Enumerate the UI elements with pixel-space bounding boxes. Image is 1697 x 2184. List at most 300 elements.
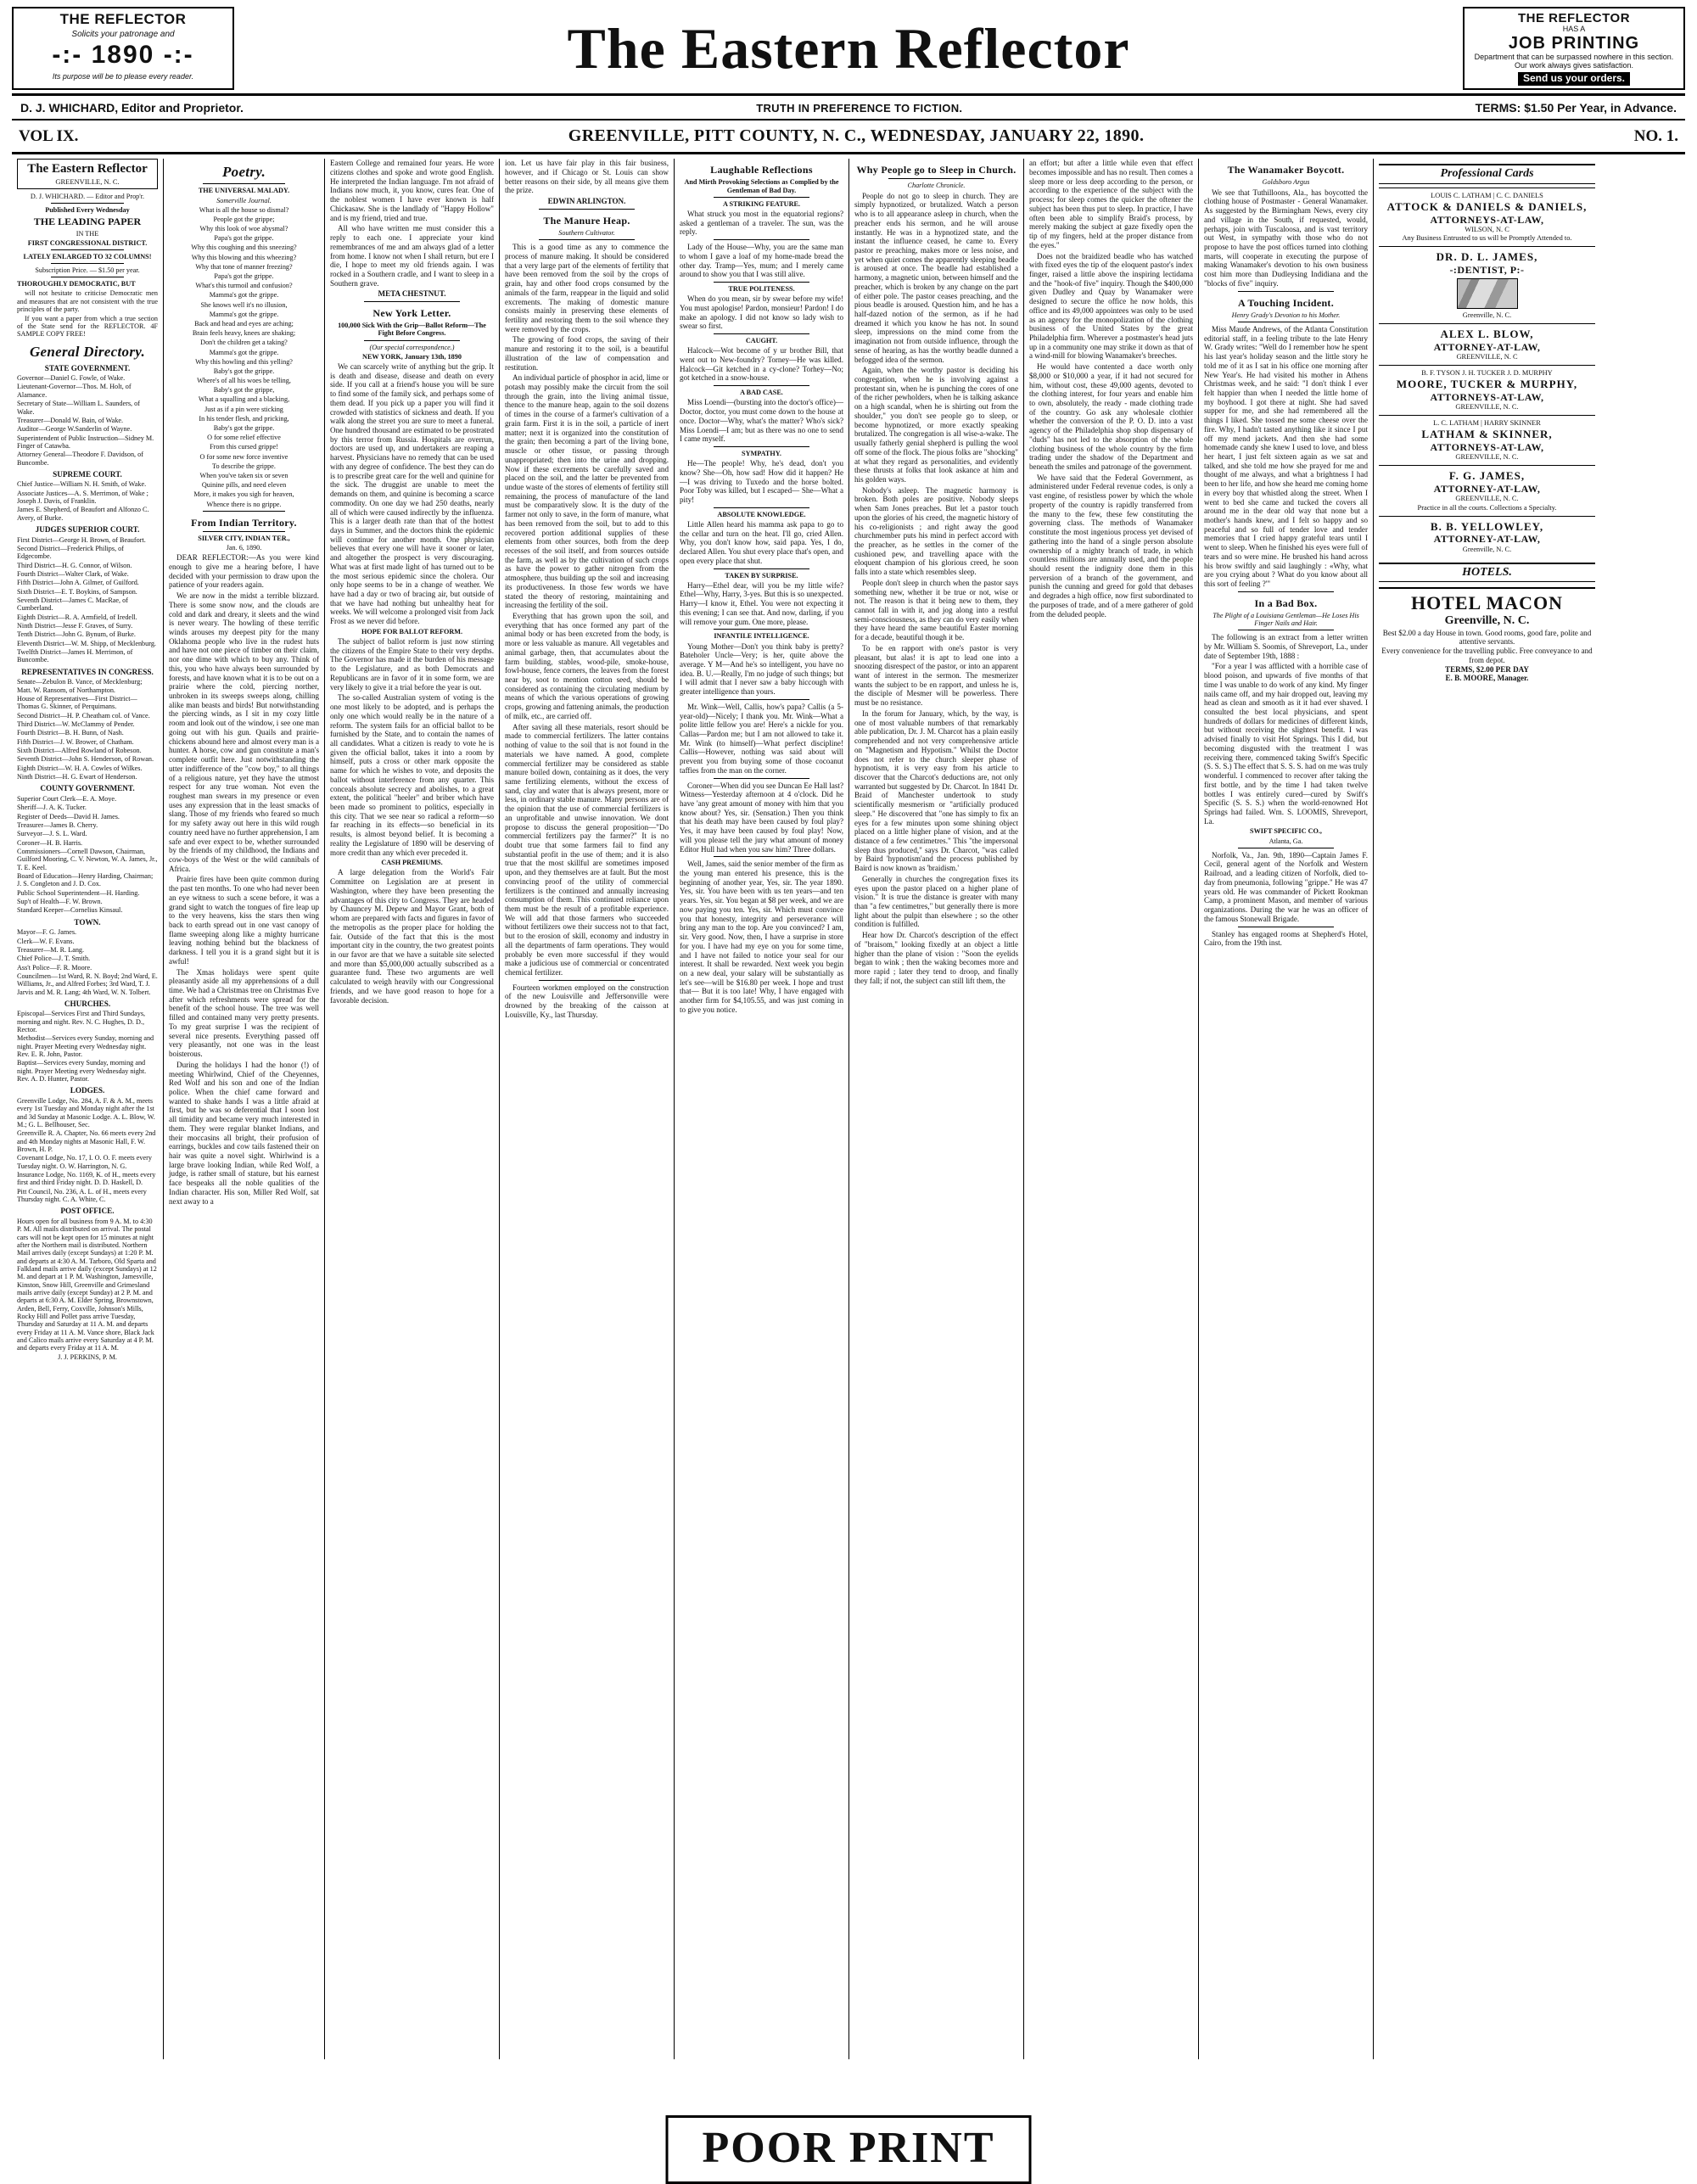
masthead-right-jobprinting: JOB PRINTING	[1508, 34, 1640, 53]
ad-partners: LOUIS C. LATHAM | C. C. DANIELS	[1431, 191, 1543, 199]
directory-entry: Surveyor—J. S. L. Ward.	[17, 830, 87, 838]
joke-heading: TAKEN BY SURPRISE.	[725, 571, 798, 580]
poor-print-label: POOR PRINT	[702, 2124, 995, 2172]
sleep-text: Generally in churches the congregation fixes its eyes upon the pastor placed on a higher plane of vision." It is true the distance is greater with many than "a few centimetres," but generally there is more light about the pulpit than elsewhere ; so the other condition is fulfilled.	[854, 874, 1018, 929]
directory-entry: Sixth District—E. T. Boykins, of Sampson.	[17, 587, 137, 596]
ad-name: MOORE, TUCKER & MURPHY,	[1396, 378, 1578, 391]
directory-entry: Lieutenant-Governor—Thos. M. Holt, of Alamance.	[17, 383, 132, 399]
bad-box-text-2: "For a year I was afflicted with a horrible case of blood poison, and upwards of five months of that time I was unable to do work of any kind. My finger nails came off, and my hair dropped out, leaving my head as clean and smooth as it it had ever shaved. I consulted the best local physicians, and spent hundreds of dollars for medicines of different kinds, but without receiving the slightest benefit. I was advised finally to visit Hot Springs. This I did, but becoming disgusted with the treatment I was receiving there, commenced taking Swift's Specific (S. S. S.) The effect that S. S. S. had on me was truly wonderful. I commenced to recover after taking the first bottle, and by the time I had taken twelve bottles I was entirely cured—cured by Swift's Specific (S. S. S.) when the world-renowned Hot Springs had failed. Wm. S. LOOMIS, Shreveport, La.	[1204, 662, 1368, 826]
directory-entry: Auditor—George W.Sanderlin of Wayne.	[17, 425, 132, 434]
directory-entry: Sheriff—J. A. K. Tucker.	[17, 804, 87, 812]
poem-line: What a squalling and a blacking,	[198, 395, 290, 404]
divider	[51, 203, 124, 204]
new-york-body: We can scarcely write of anything but the grip. It is death and disease, disease and death on every side. If you call at a friend's house you will be sure to find some of the family sick, and perhaps some of them dead. If you pick up a paper you will find it crowded with statistics of sickness and death. If you walk along the street you are sure to meet a funeral. One hundred thousand are estimated to be prostrated by this terror from Russia. Hospitals are overrun, doctors are used up, and undertakers are reaping a harvest. Physicians have no remedy that can be used with any degree of confidence. The best they can do is to prescribe great care for the well and quinine for the sick. The druggist are unable to meet the demands on them, and quinine is becoming a scarce commodity. On one day we had 250 deaths, nearly all of which were caused indirectly by the influenza. This is a larger death rate than that of the hottest days in Summer, and the doctors think the epidemic will continue for another month. One physician believes that every one will have it sooner or later, and altogether the prospect is very discouraging. What was at first made light of has turned out to be the most serious epidemic since the cholera. Our only hope seems to be in a change of weather. We have had a day or two of bracing air, but outside of that we have had nothing but unhealthy heat for weeks. We will welcome a prolonged visit from Jack Frost as we never did before.	[330, 362, 494, 626]
column-5	[674, 159, 848, 2059]
masthead-left-sub: Solicits your patronage and	[71, 29, 175, 39]
directory-entry: Board of Education—Henry Harding, Chairman; J. S. Congleton and J. D. Cox.	[17, 871, 154, 888]
column-8	[1198, 159, 1373, 2059]
manure-text-3: An individual particle of phosphor in acid, lime or potash may possibly make the circuit from the soil through the grain, into the living animal tissue, thence to the manure heap, again to the soil dozens of times in the course of a farmer's cultivation of a grain farm. First it is in the soil, a particle of inert matter; next it is organized into the constitution of the grain; then becoming a part of the living bone, muscle or other tissue, or passing through unappropriated; then into the urine and dropping. Now if these excrements be carefully saved and placed on the soil, and the latter be prevented from undue waste of the stores of elements of fertility still remaining, the process of manufacture of the land must be comparatively slow. It is the duty of the farmer not only to save, in the form of manure, what has been removed from the soil, but to add to this recovered portion additional supplies of these elements from other sources, both from the deep recesses of the soil itself, and from sources outside the farm, as well as by the cultivation of such crops as have the power to gather nitrogen from the atmosphere, thus building up the soil and increasing its productiveness. In those few words we have stated the theory of restoring, maintaining and increasing the fertility of the soil.	[505, 373, 669, 610]
poem-line: Quinine pills, and need eleven	[201, 481, 287, 490]
post-office-heading: POST OFFICE.	[60, 1207, 115, 1216]
directory-entry: Fifth District—John A. Gilmer, of Guilford.	[17, 579, 139, 587]
directory-entry: Mayor—F. G. James.	[17, 928, 77, 937]
directory-entry: Clerk—W. F. Evans.	[17, 937, 75, 945]
democratic-text-2: If you want a paper from which a true section of the State send for the REFLECTOR. 4F SAMPLE COPY FREE!	[17, 315, 158, 339]
divider	[714, 446, 809, 447]
sleep-continued-4: We have said that the Federal Government, as administered under Federal revenue codes, is only a vast engine, of resistless power by which the whole property of the country is rapidly transferred from the many to the few, these few constituting the governing class. The methods of Wanamaker constitute the most ingenious process yet devised of gathering into the hand of a single person absolute ownership of a mighty branch of trade, in which countless millions are annually used, and the people should resent the indignity done them in this perversion of a branch of the government, and punish the cunning and greed for gold that debases and degrades a high office, now first subordinated to the purposes of trade, and of a mere gatherer of gold from the deluded people.	[1029, 473, 1193, 619]
poem-line: Why that tone of manner freezing?	[195, 262, 293, 271]
masthead-right-box	[1463, 7, 1685, 90]
joke-item	[680, 450, 843, 505]
subscription-price: Subscription Price. — $1.50 per year.	[35, 266, 140, 275]
masthead-right-order: Send us your orders.	[1518, 72, 1630, 86]
divider	[714, 239, 809, 240]
directory-entry: Secretary of State—William L. Saunders, of Wake.	[17, 400, 140, 416]
ad-place: Greenville, N. C.	[1462, 545, 1512, 553]
norfolk-news-item: Norfolk, Va., Jan. 9th, 1890—Captain James F. Cecil, general agent of the Norfolk and Western Railroad, and a leading citizen of Norfolk, died to-day from pneumonia, following "grippe." He was 47 years old. He was commander of Pickett Rookman Camp, a prominent Mason, and member of various organizations. During the war he was an officer of the famous Stonewall Brigade.	[1204, 850, 1368, 923]
directory-entry: Governor—Daniel G. Fowle, of Wake.	[17, 374, 126, 383]
ad-profession: -:DENTIST, P:-	[1449, 263, 1525, 276]
ballot-reform-heading: HOPE FOR BALLOT REFORM.	[361, 627, 463, 636]
ad-extra: Any Business Entrusted to us will be Promptly Attended to.	[1402, 233, 1572, 242]
poem-line: Papa's got the grippe.	[214, 234, 274, 243]
columns-container	[12, 159, 1685, 2059]
wanamaker-credit: Goldsboro Argus	[1262, 178, 1310, 187]
directory-entry: Fourth District—B. H. Bunn, of Nash.	[17, 729, 124, 737]
sleep-text: Nobody's asleep. The magnetic harmony is broken. Both poles are positive. Nobody sleeps when Sam Jones preaches. But let a pastor touch upon the glories of his creed, the magnetic history of his co-religionists ; and right away the good churchmember puts his mind in perfect accord with the preacher, as he settles in the corner of the cushioned pew, and travelling apace with the eloquent champion of his glorious creed, he soon falls into a state which resembles sleep.	[854, 485, 1018, 577]
divider	[539, 980, 635, 981]
indian-territory-heading: From Indian Territory.	[191, 516, 297, 529]
ad-name: DR. D. L. JAMES,	[1436, 250, 1538, 264]
ad-place: Greenville, N. C.	[1462, 311, 1512, 320]
directory-entry: Twelfth District—James H. Merrimon, of Buncombe.	[17, 648, 133, 664]
joke-heading: INFANTILE INTELLIGENCE.	[714, 632, 809, 641]
ad-profession: ATTORNEY-AT-LAW,	[1433, 340, 1541, 353]
joke-item	[680, 285, 843, 331]
joke-heading: CAUGHT.	[745, 337, 778, 345]
directory-entry: House of Representatives—First District—Thomas G. Skinner, of Perquimans.	[17, 694, 137, 711]
directory-entry: Chief Police—J. T. Smith.	[17, 955, 91, 963]
divider	[714, 507, 809, 508]
letter-body-4: During the holidays I had the honor (!) of meeting Whirlwind, Chief of the Cheyennes, Red Wolf and his son and one of the Indian police. When the chief came forward and wanted to shake hands I was a little afraid at first, but he was so deferential that I soon lost all timidity and became very much interested in them. They were regular blanket Indians, and their moccasins all bright, their profusion of earrings, buckles and cow tails fastened their on hair was quite a novel sight. Whirlwind is a large brave looking Indian, while Red Wolf, a judge, is rather small of stature, but his earnest face bespeaks all the noble qualities of the Indian character. His son, Miller Red Wolf, sat next away to a	[169, 1060, 319, 1206]
column-2	[163, 159, 324, 2059]
directory-entry: Second District—Frederick Philips, of Edgecombe.	[17, 544, 124, 561]
directory-entry: Third District—W. McClammy of Pender.	[17, 720, 135, 728]
judges-heading: JUDGES SUPERIOR COURT.	[35, 525, 140, 535]
directory-entry: Chief Justice—William N. H. Smith, of Wake.	[17, 480, 147, 489]
ad-place: GREENVILLE, N. C	[1456, 353, 1518, 361]
directory-entry: Senate—Zebulon B. Vance, of Mecklenburg; Matt. W. Ransom, of Northampton.	[17, 678, 143, 694]
paper-name: The Eastern Reflector	[27, 162, 148, 176]
divider	[714, 856, 809, 857]
directory-entry: Sixth District—Alfred Rowland of Robeson.	[17, 747, 142, 754]
wanamaker-boycott-heading: The Wanamaker Boycott.	[1227, 164, 1345, 176]
issue-number: NO. 1.	[1633, 126, 1678, 145]
letter-body-2: Prairie fires have been quite common during the past ten months. To one who had never been an eye witness to such a scene before, it was a grand sight to watch the tongues of fire leap up to the very heavens, kiss the stars then wing back to earth spread out in one vast canopy of flame sweeping along like a mighty hurricane leaving nothing behind but the blackness of darkness. I tell you it is a grand sight but it is awful!	[169, 875, 319, 966]
column-1	[12, 159, 163, 2059]
professional-cards-heading: Professional Cards	[1379, 164, 1595, 184]
state-government-heading: STATE GOVERNMENT.	[44, 363, 131, 372]
joke-text: Coroner—When did you see Duncan Ee Hall last? Witness—Yesterday afternoon at 4 o'clock. Did he have 'any great amount of money with him that you know about? Yes, sir. (Sensation.) Then you think that his death may have been caused by foul play? Yes, it may have been caused by foul play! Now, will you please tell the jury what amount of money Editor Hull had when you saw him? Three dollars.	[680, 781, 843, 854]
general-directory-heading: General Directory.	[29, 343, 146, 360]
county-government-heading: COUNTY GOVERNMENT.	[40, 784, 135, 793]
poem-line: Why this howling and this yelling?	[195, 357, 293, 366]
cash-premiums-heading: CASH PREMIUMS.	[381, 859, 443, 867]
motto: TRUTH IN PREFERENCE TO FICTION.	[756, 101, 963, 115]
sleep-text: Hear how Dr. Charcot's description of the effect of "braisom," looking fixedly at an object a little higher than the plane of vision : "Soon the eyelids began to wink ; then the waking becomes more and more rapid ; later they tend to droop, and finally they fall; if not, the subject can still lift them, the	[854, 931, 1018, 985]
editor-proprietor: D. J. WHICHARD. — Editor and Prop'r.	[30, 193, 145, 201]
joke-text: Young Mother—Don't you think baby is pretty? Bateholer Uncle—Very; is her, quite above the average. Y M—And he's so intelligent, you have no idea. B. U.—Really, I'm no judge of such things; but I will admit that I never saw a baby hiccough with greater intelligence than yours.	[680, 641, 843, 697]
poem-body	[169, 206, 319, 508]
masthead-left-note: Its purpose will be to please every reader.	[52, 71, 194, 81]
divider	[364, 301, 460, 302]
ad-partners: B. F. TYSON J. H. TUCKER J. D. MURPHY	[1421, 369, 1553, 378]
new-york-letter-heading: New York Letter.	[372, 307, 451, 320]
masthead	[12, 7, 1685, 96]
divider	[51, 263, 124, 264]
poem-line: When you've taken six or seven	[199, 471, 288, 479]
ad-extra: Practice in all the courts. Collections a Specialty.	[1417, 503, 1557, 512]
stanley-news-item: Stanley has engaged rooms at Shepherd's Hotel, Cairo, from the 19th inst.	[1204, 929, 1368, 948]
new-york-letter-subhead: 100,000 Sick With the Grip—Ballot Reform—The Fight Before Congress.	[338, 322, 486, 338]
poem-line: Baby's got the grippe.	[213, 424, 275, 433]
poem-line: Mamma's got the grippe.	[209, 348, 279, 356]
column-4	[499, 159, 674, 2059]
correspondence-note: (Our special correspondence.)	[369, 343, 455, 351]
poem-line: More, it makes you sigh for heaven,	[193, 490, 294, 499]
directory-entry: Superintendent of Public Instruction—Sidney M. Finger of Catawba.	[17, 434, 154, 450]
ballot-reform-text-2: The so-called Australian system of voting is the one most likely to be adopted, and is perhaps the only one which would really be in the nature of a reform. The system fails for an official ballot to be furnished by the State, and to contain the names of all candidates. What a citizen is ready to vote he is given the official ballot, takes it into a room by himself, puts a cross or other mark opposite the name for which he wishes to vote, and deposits the ballot without interference from any quarter. This conceals absolute secrecy and abolishes, to a great extent, the political "heeler" and briber which have been made so prominent to politics, especially in this city. That we see near so radical a reform—so far reaching in its effects—so beneficial in its results, is almost beyond belief. It is becoming a reality the Legislature of 1890 will be deserving of more credit than any which ever preceded it.	[330, 693, 494, 857]
touching-incident-credit: Henry Grady's Devotion to his Mother.	[1231, 311, 1341, 319]
sleep-continued-2: Does not the braidized beadle who has watched with fixed eyes the tip of the eloquent pastor's index finger, raised a little above the inspiring lectidama and the "hook-of five" inquiry. Though the $400,000 given Dudley and Quay by Wanamaker were designed to secure the office he now holds, this office and its 49,000 appointees was only to be used as an agency for the monopolization of the clothing business of the United States by the great Philadelphia firm. Wherever a postmaster's head juts up in a community one may strike it down as that of a wind-mill for blowing Wanamaker's breeches.	[1029, 251, 1193, 361]
masthead-right-note: Department that can be surpassed nowhere in this section. Our work always gives satisfaction.	[1474, 53, 1674, 70]
joke-heading: SYMPATHY.	[742, 449, 781, 457]
poem-line: She knows well it's no illusion,	[200, 300, 288, 309]
ad-card[interactable]	[1379, 365, 1595, 415]
poem-line: Whence there is no grippe.	[206, 500, 282, 508]
page-title: The Eastern Reflector	[567, 15, 1130, 81]
ad-name: F. G. JAMES,	[1448, 469, 1526, 483]
poem-line: Why this coughing and this sneezing?	[191, 244, 297, 252]
column-6	[848, 159, 1023, 2059]
new-york-dateline: NEW YORK, January 13th, 1890	[362, 352, 462, 361]
directory-entry: Eleventh District—W. M. Shipp, of Mecklenburg.	[17, 639, 156, 647]
poem-line: Back and head and eyes are aching;	[194, 319, 294, 328]
district: FIRST CONGRESSIONAL DISTRICT.	[27, 238, 148, 247]
ad-profession: ATTORNEYS-AT-LAW,	[1430, 213, 1544, 226]
divider	[51, 249, 124, 250]
joke-text: Lady of the House—Why, you are the same man to whom I gave a loaf of my home-made bread the other day. Tramp—Yes, mum; and I merely came around to show you that I was still alive.	[680, 243, 843, 279]
directory-entry: Public School Superintendent—H. Harding.	[17, 888, 140, 897]
divider	[714, 629, 809, 630]
ad-profession: ATTORNEYS-AT-LAW,	[1430, 440, 1544, 453]
directory-entry: Methodist—Services every Sunday, morning and night. Prayer Meeting every Wednesday night. Rev. E. R. John, Pastor.	[17, 1034, 154, 1059]
column-9-advertisements	[1373, 159, 1600, 2059]
column-7	[1023, 159, 1198, 2059]
sleep-continued-1: an effort; but after a little while even that effect becomes impossible and has no result. Then comes a sleep more or less deep according to the person, or according to the experience of the subject with the process; for sleep comes the quicker the oftener the subject has been thus put to sleep. In practice, I have often been able to simplify Braid's process, by merely making the subject at gaze fixedly open the tip of my fingers, held at the proper distance from the eyes."	[1029, 159, 1193, 249]
cash-premiums-continued: ion. Let us have fair play in this fair business, however, and if Chicago or St. Louis can show better reasons on their side, by all means give them the prize.	[505, 159, 669, 195]
joke-item	[680, 703, 843, 776]
ballot-reform-text-1: The subject of ballot reform is just now stirring the citizens of the Empire State to their very depths. The Governor has made it the burden of his message to the Legislature, and as both Democrats and Republicans are in favor of it in some form, we are very likely to give it a trial before the year is out.	[330, 637, 494, 692]
hotel-place: Greenville, N. C.	[1444, 614, 1530, 628]
joke-item	[680, 200, 843, 237]
manure-text-5: After saving all these materials, resort should be made to commercial fertilizers. The latter contains nothing of value to the soil that is not found in the materials we have named. A good, complete commercial fertilizer may be considered as stable manure boiled down, containing as it does, the very same fertilizing elements, without the excess of sand, clay and water that is always present, more or less, in ordinary stable manure. Many persons are of the opinion that the use of commercial fertilizers is an unprofitable and unwise innovation. We dont propose to discuss the general proposition—"Do commercial fertilizers pay the farmer?" It is no doubt true that some farmers fail to find any substantial profit in the use of them; and it is also true that the most skillful are sometimes imposed upon, and they themselves are at fault. But the most convincing proof of the utility of commercial fertilizers is the continued and annually increasing consumption of them. This continued reliance upon them must be the result of a profitable experience. We will add that those farmers who succeeded without fertilizers owe their success not to that fact, but to the erosion of skill, economy and industry in all the departments of farm operations. They would probably be even more successful if they would make a judicious use of commercial or concentrated chemical fertilizer.	[505, 722, 669, 977]
letter-place: SILVER CITY, INDIAN TER.,	[198, 534, 290, 542]
directory-entry: Episcopal—Services First and Third Sundays, morning and night. Rev. N. C. Hughes, D. D., Rector.	[17, 1010, 146, 1034]
divider	[1238, 291, 1334, 292]
congress-heading: REPRESENTATIVES IN CONGRESS.	[21, 667, 154, 676]
masthead-left-box	[12, 7, 234, 90]
directory-entry: Commissioners—Cornell Dawson, Chairman, Guilford Mooring, C. V. Newton, W. A. James, Jr., T. E. Keel.	[17, 847, 158, 871]
masthead-right-title: THE REFLECTOR	[1517, 11, 1631, 25]
divider	[714, 568, 809, 569]
new-york-signature: EDWIN ARLINGTON.	[547, 197, 626, 206]
joke-item	[680, 243, 843, 279]
ad-place: WILSON, N. C	[1465, 225, 1509, 233]
sleep-text: People do not go to sleep in church. They are simply hypnotized, or brutalized. Watch a person who is to all appearance asleep in church, when the preacher ends his sermon, and he will arouse instantly. He was in a hypnotized state, and the instant the influence ceased, he came to. Every pastor re preaching, makes more or less noise, and yet when quiet comes the apparently sleeping beadle is aroused at once. The beadle had established a harmony, a magnetic union, between himself and the preacher, which is broken by any change on the part of either pole. The pastor ceases preaching, and the pious beadle is aroused. Question him, and he has a half-dazed notion of the sermon, as if he had dreamed it which you know he has not. In sound sleep, impressions on the mind come from the imagination not from outside influence, through the sense of hearing, as has the worthy beadle dunned a befogged idea of the sermon.	[854, 191, 1018, 364]
poetry-heading: Poetry.	[221, 164, 266, 181]
ad-card[interactable]	[1379, 323, 1595, 365]
letter-date: Jan. 6, 1890.	[226, 544, 262, 552]
joke-text: What struck you most in the equatorial regions? asked a gentleman of a traveler. The sun, was the reply.	[680, 210, 843, 237]
supreme-court-heading: SUPREME COURT.	[53, 469, 122, 479]
joke-text: Halcock—Wot become of y ur brother Bill, that went out to New-foundry? Torney—He was killed. Halcock—Git ketched in a cy-clone? Torhey—No; got ketched in a snow-house.	[680, 346, 843, 383]
manure-text-1: This is a good time as any to commence the process of manure making. It should be considered that a very large part of the elements of fertility that have been removed from the soil by the crops of grain, hay and other food crops consumed by the animals of the farm, reappear in the liquid and solid excrements. The making of domestic manure consists mainly in preserving these elements of fertility and restoring them to the soil whence they were removed by the crops.	[505, 243, 669, 333]
paper-nameplate-box	[17, 159, 158, 189]
letter-closing: All who have written me must consider this a reply to each one. I appreciate your kind remembrances of me and am always glad of a letter from home. I know not when I shall return, but ere I die, I hope to meet my old friends again. I was rocked in a Southern cradle, and I want to sleep in a Southern grave.	[330, 224, 494, 288]
ad-profession: ATTORNEY-AT-LAW,	[1433, 533, 1541, 546]
ad-card[interactable]	[1379, 188, 1595, 246]
directory-entry: Sup't of Health—F. W. Brown.	[17, 897, 103, 905]
ad-name: B. B. YELLOWLEY,	[1430, 519, 1544, 533]
poem-line: Don't the children get a taking?	[200, 339, 288, 347]
directory-entry: Register of Deeds—David H. James.	[17, 812, 120, 820]
paper-place: GREENVILLE, N. C.	[55, 177, 120, 186]
masthead-left-title: THE REFLECTOR	[59, 11, 187, 27]
manure-text-2: The growing of food crops, the saving of their manure and restoring it to the soil, is a beautiful illustration of the law of compensation and restitution.	[505, 335, 669, 372]
divider	[203, 183, 285, 184]
bad-box-heading: In a Bad Box.	[1254, 596, 1318, 609]
joke-heading: TRUE POLITENESS.	[728, 285, 795, 294]
manure-heap-heading: The Manure Heap.	[543, 214, 630, 227]
divider	[203, 531, 285, 532]
sleep-continued-3: He would have contented a dace worth only $8,000 or $10,000 a year, if it had not secured for him, without cost, these 49,000 agents, devoted to the clothing interest, for four years and enable him to own, absolutely, the ready - made clothing trade of the country. Go ask any wholesale clothier whether the conversion of the P. O. D. into a vast agency of the Philadelphia shop shop dispensary of "duds" has not led to the absorption of the whole clothing business of the whole country by the firm trading under the shadow of the Department and beneath the smiles and patronage of the government.	[1029, 362, 1193, 472]
poem-line: O for some relief effective	[207, 434, 281, 442]
hotel-terms: TERMS, $2.00 PER DAY	[1445, 664, 1529, 674]
letter-body-3: The Xmas holidays were spent quite pleasantly aside all my apprehensions of a dull time. We had a Christmas tree on Christmas Eve after which refreshments were spread for the benefit of the school house. The tree was well filled and contained many very pretty presents. To my great surprise I was the recipient of several nice presents. Everything passed off very pleasantly, not one was in the least boisterous.	[169, 967, 319, 1059]
directory-entry: Eighth District—W. H. A. Cowles of Wilkes.	[17, 764, 143, 772]
poem-line: Brain feels heavy, knees are shaking;	[192, 329, 296, 338]
directory-entry: Superior Court Clerk—E. A. Moye.	[17, 794, 117, 803]
directory-entry: First District—George H. Brown, of Beaufort.	[17, 535, 146, 544]
sleep-text: Again, when the worthy pastor is deciding his congregation, when he is involving against a protestant sin, when he is punching the cores of one of the richer pewholders, when he is talking askance on a high scandal, when he is shirting out from the shoulder," you don't see people go to sleep, or become hypnotized, or more exactly speaking brutalized. The congregation is all wise-a-wake. The usually fatherly genial shepherd is pulling the wool off some of the flock. The pious folks are "shocking" at what they regard as personalities, and evidently these thrusts at folks that look askance at him and his golden ways.	[854, 366, 1018, 484]
sleep-text: To be en rapport with one's pastor is very pleasant, but alas! it is apt to lead one into a snoozing disrespect of the pastor, or into an apparent want of interest in the sermon. The mesmerizer wants the subject to be en rapport, and unless he is, the disciple of Mesmer will be powerless. There must be no resistance.	[854, 643, 1018, 708]
ad-place: GREENVILLE, N. C.	[1455, 403, 1519, 412]
divider	[888, 178, 984, 179]
ad-card[interactable]	[1379, 465, 1595, 515]
directory-entry: Ass't Police—F. R. Moore.	[17, 963, 92, 972]
in-the: IN THE	[76, 229, 99, 238]
directory-entry: Greenville Lodge, No. 284, A. F. & A. M., meets every 1st Tuesday and Monday night after the 1st and 3d Sunday at Masonic Lodge. A. L. Blow, W. M.; G. L. Bellhouser, Sec.	[17, 1096, 155, 1128]
touching-incident-text: Miss Maude Andrews, of the Atlanta Constitution editorial staff, in a feeling tribute to the late Henry W. Grady writes: "Well do I remember how he spent his last year's holiday season and the little story he told me of it as I sat in his office one morning after New Year's. He had visited his mother in Athens Christmas week, and he said: "I don't think I ever felt happier than when I needed the little home of my boyhood. I got there at night. She had saved supper for me, and she had remembered all the things I liked. She tossed me some cheese over the fire. Why, I hadn't tasted anything like it since I put off my mend jackets. And then she had some homemade candy she knew I used to love, and bless her heart, I just felt sixteen again as we sat and talked, and she told me how she prayed for me and thought of me always, and what a brightness I had been to her life, and how she heard me coming home in every boy that whistled along the street. When I went to bed she came and tucked the covers all around me in the dear old way that none but a mother's hands knew, and I felt so happy and so peaceful and so full of tender love and tender memories that I cried happy grateful tears until I went to sleep. When he finished his eyes were full of tears and so were mine. He brushed his hand across his brow swiftly and said laughingly : «Why, what are you crying about ? What do you know about all this sort of feeling ?'"	[1204, 324, 1368, 589]
ad-name: LATHAM & SKINNER,	[1421, 428, 1553, 441]
wanamaker-text: We see that Tuthilloons, Ala., has boycotted the clothing house of Postmaster - General Wanamaker. As suggested by the Birmingham News, every city and village in the South, if requested, would, perhaps, join with Tuscaloosa, and is vast territory out West, in sympathy with those who do not propose to have the post offices turned into clothing marts, will cooperate in executing the purpose of making Wanamaker's devotion to his own business cost him more than Dudleysing Indidiana and the "blocks of five" inquiry.	[1204, 188, 1368, 288]
poem-line: In his tender flesh, and pricking,	[199, 414, 289, 423]
dental-illustration	[1457, 278, 1518, 309]
poem-line: From this cursed grippe!	[210, 443, 278, 451]
joke-text: Harry—Ethel dear, will you be my little wife? Ethel—Why, Harry, 3-yes. But this is so unexpected. Harry—I know it, Ethel. You were not expecting it this evening; I can see that. And now, darling, if you will remove your gum. One more, please.	[680, 580, 843, 626]
joke-text: Miss Loendi—(bursting into the doctor's office)—Doctor, doctor, you must come down to the house at once. Doctor—Why, what's the matter? Who's sick? Miss Loendi—I am; but as there was no one to send I came myself.	[680, 398, 843, 444]
joke-text: Mr. Wink—Well, Callis, how's papa? Callis (a 5-year-old)—Nicely; I thank you. Mr. Wink—What a polite little fellow you are! Here's a nickle for you. Callas—Pardon me; but I am not allowed to take it. Mr. Wink (to himself)—What perfect discipline! Callis—However, nothing was said about will prevent you from buying some of those cocoanut taffies from the man on the corner.	[680, 702, 843, 775]
poor-print-stamp	[666, 2115, 1032, 2184]
divider	[364, 340, 460, 341]
ad-card[interactable]	[1379, 415, 1595, 465]
poem-line: Papa's got the grippe.	[214, 272, 274, 281]
joke-text: When do you mean, sir by swear before my wife! You must apologise! Pardon, monsieur! Pardon! I do make an apology. I did not know so lady wish to swear so first.	[680, 294, 843, 331]
divider	[714, 333, 809, 334]
poem-line: People got the grippe;	[213, 215, 275, 223]
letter-signature: META CHESTNUT.	[378, 289, 446, 299]
poem-line: Just as if a pin were sticking	[204, 405, 283, 413]
joke-item	[680, 572, 843, 627]
joke-item	[680, 860, 843, 1014]
democratic-text-1: will not hesitate to criticise Democratic men and measures that are not consistent with the true principles of the party.	[17, 289, 158, 313]
directory-entry: Third District—H. G. Connor, of Wilson.	[17, 561, 132, 569]
ad-name: ATTOCK & DANIELS & DANIELS,	[1386, 199, 1588, 213]
post-office-text: Hours open for all business from 9 A. M. to 4:30 P. M. All mails distributed on arrival. The postal cars will not be kept open for 15 minutes at night after the Northern mail is distributed. Northern Mail arrives daily (except Sundays) at 1:20 P. M. and departs at 4:30 A. M. Tarboro, Old Sparta and Falkland mails arrive daily (except Sundays) at 12 M. and depart at 1 P. M. Washington, Jamesville, Kinston, Snow Hill, Greenville and Grimesland mails arrive daily (except Sunday) at 2 P. M. and departs at 6:30 A. M. Elder Spring, Brownstown, Arden, Bell, Ferry, Coxville, Johnson's Mills, Rocky Hill and Pollet pass arrive Tuesday, Thursday and Saturday at 11 A. M. and departs every Friday at 11 A. M. Vance shore, Black Jack and Calico mails arrive every Saturday at 4 P. M. and departs every Friday at 11 A. M.	[17, 1217, 157, 1352]
directory-entry: Pitt Council, No. 236, A. L. of H., meets every Thursday night. C. A. White, C.	[17, 1187, 147, 1204]
poem-line: Baby's got the grippe.	[213, 367, 275, 375]
directory-entry: Fifth District—J. W. Brower, of Chatham.	[17, 737, 134, 746]
sleep-in-church-heading: Why People go to Sleep in Church.	[856, 164, 1017, 176]
poem-line: What is all the house so dismal?	[199, 205, 289, 214]
divider	[539, 239, 635, 240]
directory-entry: Second District—H. P. Cheatham col. of Vance.	[17, 711, 150, 720]
directory-entry: Seventh District—James C. MacRae, of Cumberland.	[17, 596, 128, 613]
joke-item	[680, 337, 843, 383]
directory-entry: Treasurer—Donald W. Bain, of Wake.	[17, 416, 124, 424]
ad-card[interactable]	[1379, 516, 1595, 557]
divider	[714, 699, 809, 700]
hotel-line: Best $2.00 a day House in town. Good rooms, good fare, polite and attentive servants.	[1382, 628, 1592, 647]
hotel-name: HOTEL MACON	[1410, 592, 1564, 614]
divider	[714, 778, 809, 779]
poem-line: Baby's got the grippe,	[213, 386, 275, 395]
touching-incident-heading: A Touching Incident.	[1237, 296, 1335, 309]
manure-heap-credit: Southern Cultivator.	[558, 229, 615, 238]
ad-partners: L. C. LATHAM | HARRY SKINNER	[1433, 419, 1541, 428]
leading-paper: THE LEADING PAPER	[33, 216, 142, 228]
poem-title: THE UNIVERSAL MALADY.	[198, 187, 290, 195]
divider	[539, 209, 635, 210]
joke-item	[680, 389, 843, 444]
ad-place: GREENVILLE, N. C.	[1455, 453, 1519, 462]
directory-entry: Fourth District—Walter Clark, of Wake.	[17, 569, 129, 578]
bad-box-text-1: The following is an extract from a letter written by Mr. William S. Soomis, of Shreveport, La., under date of September 19th, 1888 :	[1204, 633, 1368, 660]
enlarged-note: LATELY ENLARGED TO 32 COLUMNS!	[23, 252, 152, 260]
bridge-accident-note: Fourteen workmen employed on the construction of the new Louisville and Jeffersonville were drowned by the breaking of the caisson at Louisville, Ky., last Thursday.	[505, 983, 669, 1019]
divider	[203, 511, 285, 512]
directory-entry: Standard Keeper—Cornelius Kinsaul.	[17, 906, 123, 915]
directory-entry: Tenth District—John G. Bynum, of Burke.	[17, 630, 136, 639]
sleep-text: People don't sleep in church when the pastor says something new, whether it be true or not, wise or not. The reason is that it being new to them, they cannot fall in with it, and jog along into a restful semi-consciousness, as they can do very easily when they have heard the same beautiful Easter morning for a decade, beautiful though it be.	[854, 578, 1018, 642]
subhead-bar	[12, 96, 1685, 120]
ad-card[interactable]	[1379, 246, 1595, 323]
column-3	[324, 159, 499, 2059]
masthead-right-hasa: HAS A	[1562, 25, 1586, 34]
manure-text-4: Everything that has grown upon the soil, and everything that has once formed any part of the animal body or has been excreted from the body, is more or less valuable as manure. All vegetables and animal garbage, then, that accumulates about the farm building, stables, wood-pile, smoke-house, fowl-house, fence corners, the leaves from the forest near by, soot to mention cotton seed, should be considered as containing the circulating medium by means of which the various operations of growing crops, growing and fattening animals, the production of milk, etc., are carried off.	[505, 612, 669, 720]
town-heading: TOWN.	[74, 917, 101, 927]
directory-entry: Baptist—Services every Sunday, morning and night. Prayer Meeting every Wednesday night. Rev. A. D. Hunter, Pastor.	[17, 1059, 147, 1084]
cash-premiums-text: A large delegation from the World's Fair Committee on Legislation are at present in Washington, where they have been presenting the advantages of this city to Congress. They are headed by Chauncey M. Depew and Mayor Grant, both of whom are prepared with facts and figures in favor of the metropolis as the proper place for holding the fair. Outside of the fact that this is the most important city in the country, the two greatest points in our favor are that we have a suitable site selected and more than $5,000,000 actually subscribed as a guarantee fund. These two arguments are well calculated to weigh heavily with our Congressional friends, and we have good reason to hope for a favorable decision.	[330, 868, 494, 1005]
swift-specific-location: Atlanta, Ga.	[1269, 837, 1303, 845]
poem-line: Why this blowing and this wheezing?	[191, 253, 297, 261]
directory-entry: James E. Shepherd, of Beaufort and Alfonzo C. Avery, of Burke.	[17, 506, 149, 522]
letter-continued: Eastern College and remained four years. He wore citizens clothes and spoke and wrote good English. He interpreted the Indian language. I'm not afraid of Indians now much, it, you know, cures fear. One of the noblest women I have ever known is half Chickasaw. She is the landlady of "Happy Hollow" and is my friend, tried and true.	[330, 159, 494, 222]
divider	[714, 197, 809, 198]
masthead-left-year: -:- 1890 -:-	[52, 41, 194, 70]
bad-box-credit: The Plight of a Louisiana Gentleman—He Loses His Finger Nails and Hair.	[1213, 611, 1359, 628]
joke-item	[680, 511, 843, 566]
hotels-heading: HOTELS.	[1379, 563, 1595, 583]
poem-line: Where's of all his woes be telling,	[197, 377, 291, 385]
directory-entry: Seventh District—John S. Henderson, of Rowan.	[17, 755, 154, 764]
directory-entry: Greenville R. A. Chapter, No. 66 meets every 2nd and 4th Monday nights at Masonic Hall, F. W. Brown, H. P.	[17, 1129, 156, 1154]
sleep-in-church-credit: Charlotte Chronicle.	[907, 182, 966, 190]
poem-line: Mamma's got the grippe.	[209, 310, 279, 318]
ad-profession: ATTORNEYS-AT-LAW,	[1430, 390, 1544, 403]
laughable-reflections-subhead: And Mirth Provoking Selections as Complied by the Gentleman of Bad Day.	[684, 178, 839, 194]
post-office-signature: J. J. PERKINS, P. M.	[58, 1352, 117, 1361]
ad-place: GREENVILLE, N. C.	[1455, 495, 1519, 503]
terms: TERMS: $1.50 Per Year, in Advance.	[1475, 101, 1677, 115]
directory-state-government	[17, 364, 158, 1361]
lodges-heading: LODGES.	[70, 1086, 105, 1095]
letter-salutation: DEAR REFLECTOR:—As you were kind enough to give me a hearing before, I have decided with your permission to draw upon the patience of your readers again.	[169, 553, 319, 590]
directory-entry: Covenant Lodge, No. 17, I. O. O. F. meets every Tuesday night. O. W. Harrington, N. G.	[17, 1154, 152, 1170]
ad-profession: ATTORNEY-AT-LAW,	[1433, 483, 1541, 496]
poem-line: What's this turmoil and confusion?	[195, 282, 293, 290]
ad-hotel-macon[interactable]	[1379, 587, 1595, 683]
directory-entry: Associate Justices—A. S. Merrimon, of Wake ; Joseph J. Davis, of Franklin.	[17, 489, 148, 506]
joke-text: Little Allen heard his mamma ask papa to go to the cellar and turn on the heat. I'll go, cried Allen. Why, you don't know how, said papa. Yes, I do, declared Allen. You shut every place that's open, and open every place that shut.	[680, 519, 843, 565]
swift-specific-company: SWIFT SPECIFIC CO.,	[1250, 827, 1322, 836]
ad-name: ALEX L. BLOW,	[1440, 328, 1534, 341]
divider	[714, 282, 809, 283]
volume-number: VOL IX.	[19, 126, 79, 145]
joke-heading: A STRIKING FEATURE.	[722, 199, 801, 208]
letter-body-1: We are now in the midst a terrible blizzard. There is some snow now, and the clouds are cold and dark and dreary, it sleets and the wind is never weary. The howling of these terrific winds arouses my deepest pity for the many Oklahoma people who live in the rudest huts and have not one piece of timber on their claim, nor one dime with which to buy any. Think of this, you who have always been surrounded by forests, and have known what it is to be out on a prairie where the cold, piercing norther, unbroken in its sweeps sweeps along, chilling alike man beasts and birds! But notwithstanding the piercing winds, as I sit in my cozy little room and look out of the window, i see one man going out with his gun. Quails and prairie-chickens abound here and almost every man is a hunter. A horse, cow and gun constitute a man's complete outfit here. Just notwithstanding the utter indifference of the "cow boy," to all things of a religious nature, yet they have the utmost respect for any true woman. Not even the roughest man swears in my presence or even uses any expression that in the least smacks of slang. Those of my friends who feared so much for my safety away out here in this wild rough country need have no further apprehension, I am safe and ever expect to be, whether surrounded by the friends of my childhood, the Indians and cow-boys of the West or the wild cannibals of Africa.	[169, 591, 319, 873]
directory-entry: Treasurer—James B. Cherry.	[17, 820, 98, 829]
hotel-line: Every convenience for the travelling public. Free conveyance to and from depot.	[1381, 647, 1593, 664]
joke-heading: A BAD CASE.	[740, 389, 783, 397]
sleep-text: In the forum for January, which, by the way, is one of most valuable numbers of that remarkably able publication, Dr. J. M. Charcot has a plain easily comprehended and not very comprehensive article on "Magnetism and Hypotism." Whilst the Doctor does not refer to the church sleeper phase of hypnotism, it is very easy from his article to discover that the Charcot's deductions are, not only warranted but suggested by Dr. Charcot. In 1841 Dr. Braid of Manchester undertook to study scientifically mesmerism or "artificially produced sleep." He discovered that "one has simply to fix an eyes for a few minutes upon some shining object placed on a little higher plane of vision, and at the distance of a few centimetres." This "the impersonal sleep thus produced," says Dr. Charcot, "was called by Baird 'hypnotism'and the process published by Baird is now known as 'braidism.'	[854, 708, 1018, 873]
publication-frequency: Published Every Wednesday	[45, 206, 130, 215]
churches-heading: CHURCHES.	[64, 999, 111, 1008]
volume-bar	[12, 120, 1685, 154]
divider	[1238, 591, 1334, 592]
directory-entry: Insurance Lodge, No. 1169, K. of H., meets every first and third Friday night. D. D. Haskell, D.	[17, 1171, 156, 1187]
dateline: GREENVILLE, PITT COUNTY, N. C., WEDNESDAY, JANUARY 22, 1890.	[568, 126, 1145, 146]
directory-entry: Attorney General—Theodore F. Davidson, of Buncombe.	[17, 451, 143, 467]
joke-text: He—The people! Why, he's dead, don't you know? She—Oh, how sad! How did it happen? He—I was driving to Tuxedo and the horse bolted. Poor Toby was killed, but I escaped— She—What a pity!	[680, 459, 843, 505]
poem-line: Why this look of woe abysmal?	[199, 225, 288, 233]
joke-item	[680, 781, 843, 854]
poem-credit: Somerville Journal.	[216, 196, 272, 204]
directory-entry: Ninth District—H. G. Ewart of Henderson.	[17, 773, 137, 781]
joke-heading: ABSOLUTE KNOWLEDGE.	[717, 510, 806, 518]
directory-entry: Ninth District—Jesse F. Graves, of Surry.	[17, 622, 133, 630]
